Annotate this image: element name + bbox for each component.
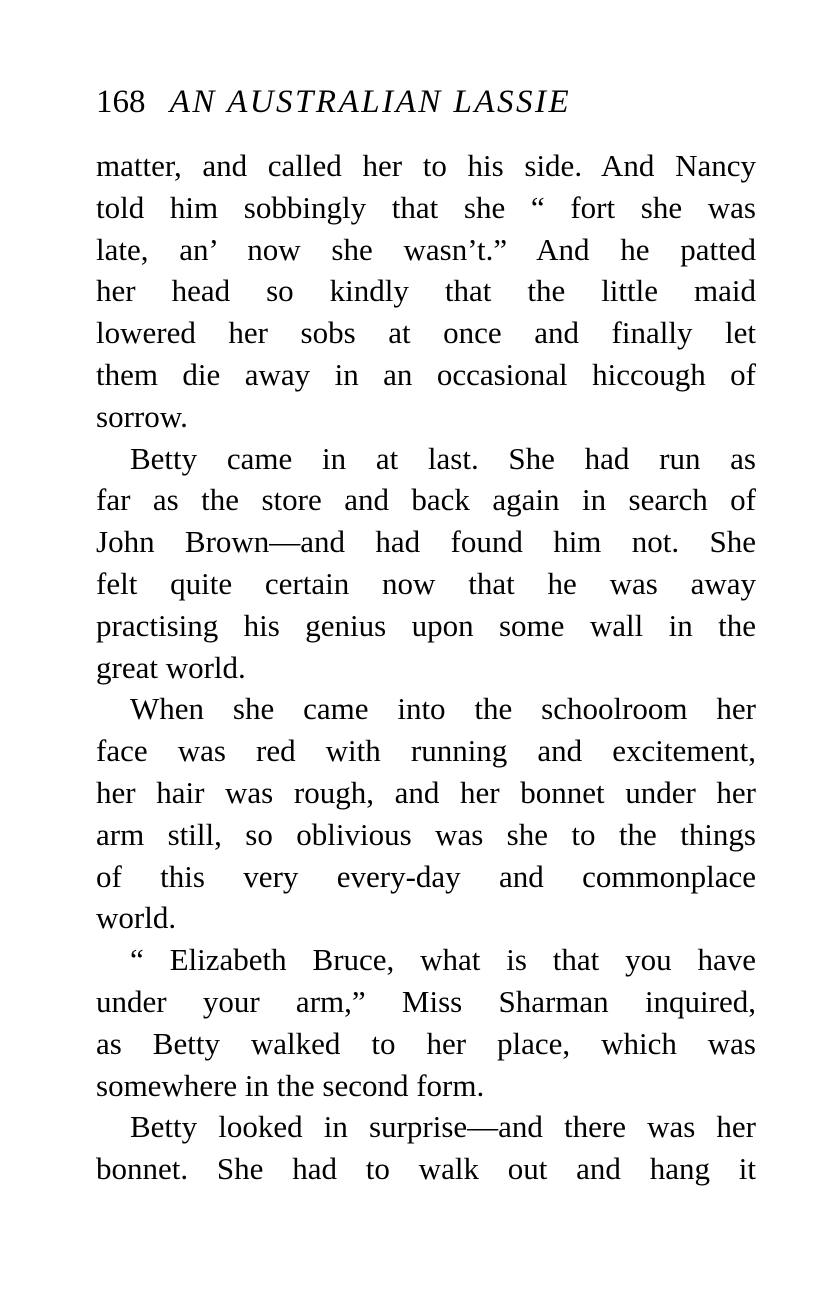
text-line: told him sobbingly that she “ fort she was <box>96 189 756 225</box>
text-line: far as the store and back again in search of <box>96 482 756 518</box>
text-line: practising his genius upon some wall in the <box>96 607 756 643</box>
paragraph <box>96 1106 756 1190</box>
paragraph <box>96 145 756 438</box>
text-line: sorrow. <box>96 398 188 434</box>
paragraph <box>96 438 756 689</box>
text-line: her hair was rough, and her bonnet under her <box>96 774 756 810</box>
text-line: arm still, so oblivious was she to the things <box>96 816 756 852</box>
text-line: her head so kindly that the little maid <box>96 273 756 309</box>
text-line: of this very every-day and commonplace <box>96 858 756 894</box>
text-line: world. <box>96 900 177 936</box>
body-text <box>96 145 756 1190</box>
text-line: under your arm,” Miss Sharman inquired, <box>96 983 756 1019</box>
paragraph <box>96 688 756 939</box>
text-line: John Brown—and had found him not. She <box>96 524 756 560</box>
text-line: Betty came in at last. She had run as <box>130 440 756 476</box>
page-number: 168 <box>96 84 146 120</box>
text-line: as Betty walked to her place, which was <box>96 1025 756 1061</box>
text-line: When she came into the schoolroom her <box>130 691 756 727</box>
text-line: bonnet. She had to walk out and hang it <box>96 1151 756 1187</box>
page-header <box>96 80 756 124</box>
text-line: face was red with running and excitement, <box>96 733 756 769</box>
text-line: “ Elizabeth Bruce, what is that you have <box>130 942 756 978</box>
text-line: Betty looked in surprise—and there was her <box>130 1109 756 1145</box>
text-line: lowered her sobs at once and finally let <box>96 315 756 351</box>
text-line: late, an’ now she wasn’t.” And he patted <box>96 231 756 267</box>
text-line: them die away in an occasional hiccough of <box>96 356 756 392</box>
paragraph <box>96 939 756 1106</box>
text-line: felt quite certain now that he was away <box>96 565 756 601</box>
text-line: great world. <box>96 649 246 685</box>
running-title: AN AUSTRALIAN LASSIE <box>169 84 572 120</box>
text-line: matter, and called her to his side. And Nancy <box>96 148 756 183</box>
text-line: somewhere in the second form. <box>96 1067 485 1103</box>
